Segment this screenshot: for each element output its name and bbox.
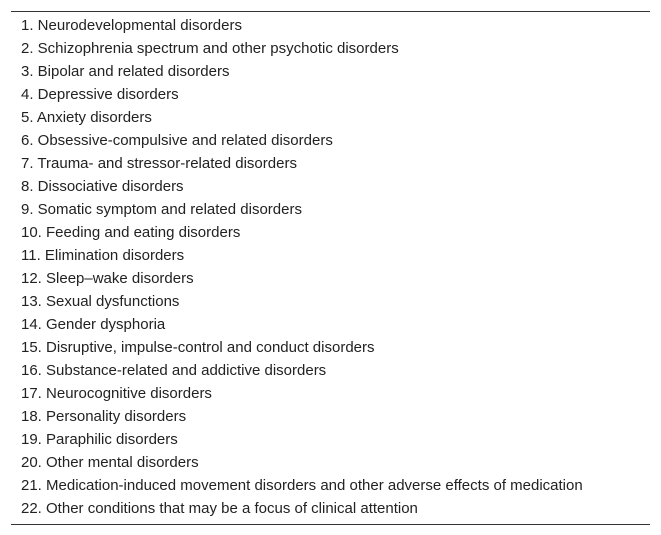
table-row: 4. Depressive disorders xyxy=(21,86,179,103)
table-row: 8. Dissociative disorders xyxy=(21,178,184,195)
table-row: 11. Elimination disorders xyxy=(21,247,185,264)
table-row: 6. Obsessive-compulsive and related disorders xyxy=(21,132,333,149)
table-row: 2. Schizophrenia spectrum and other psychotic disorders xyxy=(21,40,399,57)
table-row: 1. Neurodevelopmental disorders xyxy=(21,17,242,34)
table-row: 19. Paraphilic disorders xyxy=(21,431,178,448)
table-row: 22. Other conditions that may be a focus of clinical attention xyxy=(21,500,418,517)
category-table xyxy=(11,11,650,525)
table-row: 13. Sexual dysfunctions xyxy=(21,293,180,310)
table-row: 10. Feeding and eating disorders xyxy=(21,224,241,241)
table-row: 18. Personality disorders xyxy=(21,408,187,425)
table-row: 14. Gender dysphoria xyxy=(21,316,166,333)
table-row: 15. Disruptive, impulse-control and conduct disorders xyxy=(21,339,375,356)
table-row: 3. Bipolar and related disorders xyxy=(21,63,230,80)
table-row: 5. Anxiety disorders xyxy=(21,109,152,126)
table-row: 12. Sleep–wake disorders xyxy=(21,270,194,287)
table-row: 17. Neurocognitive disorders xyxy=(21,385,212,402)
table-row: 7. Trauma- and stressor-related disorders xyxy=(21,155,297,172)
table-row: 21. Medication-induced movement disorders and other adverse effects of medication xyxy=(21,477,583,494)
table-row: 16. Substance-related and addictive disorders xyxy=(21,362,327,379)
table-row: 20. Other mental disorders xyxy=(21,454,199,471)
table-row: 9. Somatic symptom and related disorders xyxy=(21,201,302,218)
